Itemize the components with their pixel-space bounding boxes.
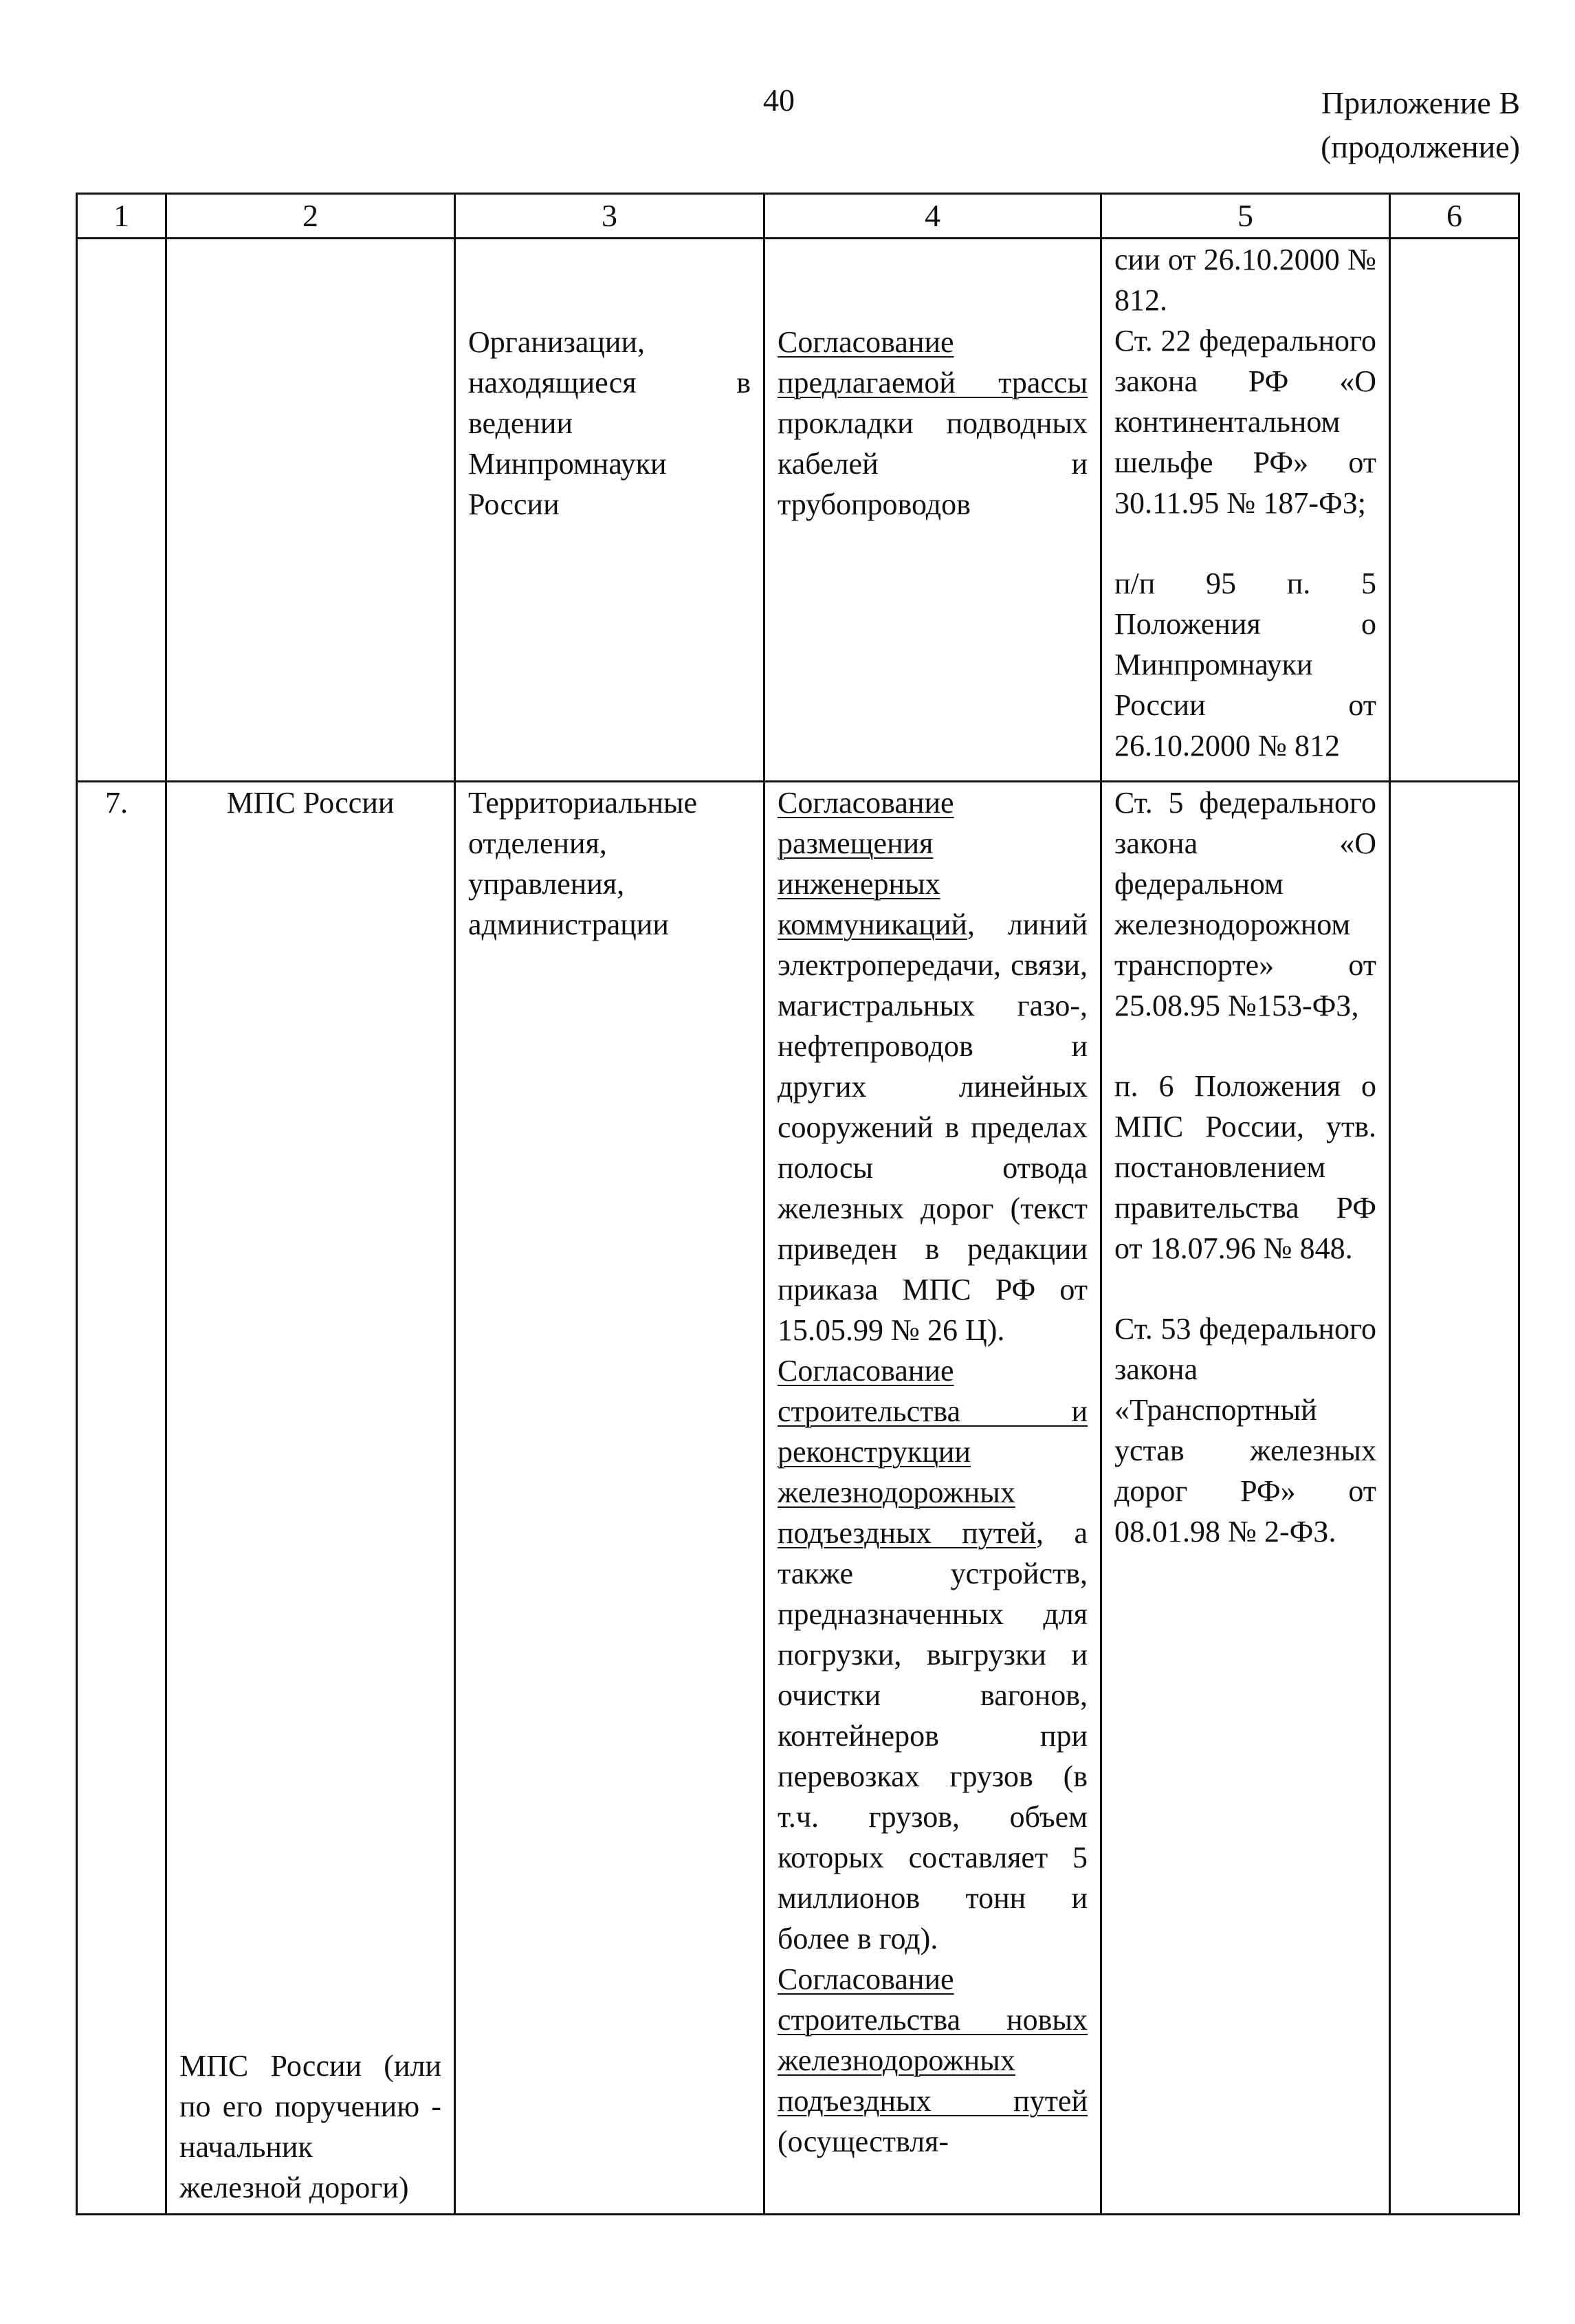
appendix-title: Приложение В: [1321, 85, 1520, 120]
column-header-6: 6: [1390, 194, 1519, 239]
cell-organization: [455, 239, 764, 782]
action-rest: прокладки подводных кабелей и трубопроводов: [778, 406, 1088, 521]
legal-basis-b: п. 6 Положения о МПС России, утв. постановлением правительства РФ от 18.07.96 № 848.: [1114, 1069, 1376, 1265]
column-number-row: [77, 194, 1519, 239]
approvals-table: [76, 193, 1520, 2215]
action-underlined: Согласование строительства и реконструкции железнодорожных подъездных путей: [778, 1354, 1088, 1550]
action-underlined: Согласование размещения инженерных коммуникаций: [778, 786, 967, 941]
appendix-note: (продолжение): [1321, 129, 1520, 164]
column-header-5: 5: [1101, 194, 1390, 239]
legal-basis-a: сии от 26.10.2000 № 812.: [1114, 243, 1376, 317]
appendix-heading: [1321, 81, 1520, 169]
agency-delegate-text: МПС России (или по его поручению - начальник железной дороги): [179, 2049, 441, 2204]
legal-basis-c: Ст. 53 федерального закона «Транспортный устав железных дорог РФ» от 08.01.98 № 2-ФЗ.: [1114, 1312, 1376, 1548]
cell-agency: [166, 782, 455, 2215]
action-underlined: Согласование предлагаемой трассы: [778, 325, 1088, 399]
cell-legal-basis: [1101, 782, 1390, 2215]
legal-basis-b: Ст. 22 федерального закона РФ «О континентальном шельфе РФ» от 30.11.95 № 187-ФЗ;: [1114, 324, 1376, 520]
row-number: 7.: [105, 786, 128, 820]
action-paragraph-3: [778, 1959, 1088, 2162]
action-rest: , линий электропередачи, связи, магистральных газо-, нефтепроводов и других линейных сооружений в пределах полосы отвода железных дорог (текст приведен в редакции приказа МПС РФ от 15.05.99 № 26 Ц).: [778, 908, 1088, 1347]
action-text: [778, 322, 1088, 525]
action-paragraph-2: [778, 1350, 1088, 1959]
column-header-4: 4: [764, 194, 1101, 239]
cell-notes: [1390, 239, 1519, 782]
column-header-1: 1: [77, 194, 166, 239]
legal-basis-a: Ст. 5 федерального закона «О федеральном железнодорожном транспорте» от 25.08.95 №153-ФЗ,: [1114, 786, 1376, 1022]
cell-agency: [166, 239, 455, 782]
table-row-continued: [77, 239, 1519, 782]
column-header-2: 2: [166, 194, 455, 239]
cell-organization: [455, 782, 764, 2215]
action-rest: (осуществля-: [778, 2125, 949, 2158]
cell-action: [764, 239, 1101, 782]
cell-number: [77, 782, 166, 2215]
column-header-3: 3: [455, 194, 764, 239]
legal-basis-c: п/п 95 п. 5 Положения о Минпромнауки России от 26.10.2000 № 812: [1114, 567, 1376, 763]
action-paragraph-1: [778, 782, 1088, 1350]
cell-action: [764, 782, 1101, 2215]
cell-legal-basis: [1101, 239, 1390, 782]
cell-number: [77, 239, 166, 782]
action-underlined: Согласование строительства новых железнодорожных подъездных путей: [778, 1962, 1088, 2118]
table-row-7: [77, 782, 1519, 2215]
page-number: 40: [763, 83, 795, 118]
agency-text: МПС России: [226, 786, 395, 820]
organization-text: Территориальные отделения, управления, администрации: [468, 786, 698, 941]
cell-notes: [1390, 782, 1519, 2215]
organization-text: Организации, находящиеся в ведении Минпромнауки России: [468, 325, 751, 521]
action-rest: , а также устройств, предназначенных для погрузки, выгрузки и очистки вагонов, контейнеров при перевозках грузов (в т.ч. грузов, объем которых составляет 5 миллионов тонн и более в год).: [778, 1516, 1088, 1955]
